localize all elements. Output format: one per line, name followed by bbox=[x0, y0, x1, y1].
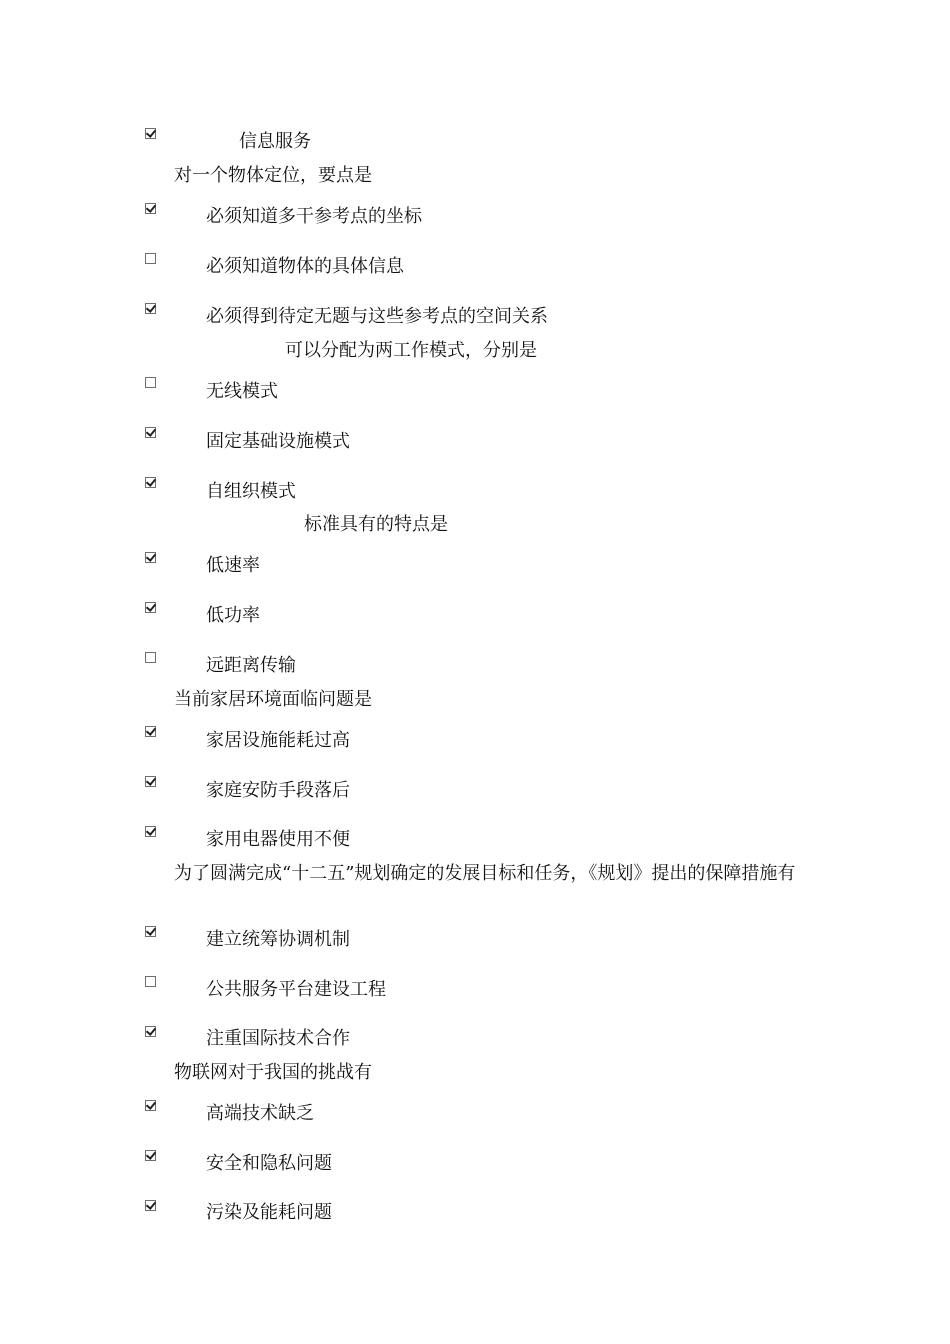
option-label: 必须知道多干参考点的坐标 bbox=[206, 206, 422, 227]
checkbox[interactable] bbox=[145, 926, 156, 937]
checkbox[interactable] bbox=[145, 427, 156, 438]
checkbox[interactable] bbox=[145, 1026, 156, 1037]
option-label: 家庭安防手段落后 bbox=[206, 780, 350, 801]
option-label: 远距离传输 bbox=[206, 655, 296, 676]
option-label: 公共服务平台建设工程 bbox=[206, 979, 386, 1000]
option-label: 建立统筹协调机制 bbox=[206, 929, 350, 950]
checkbox[interactable] bbox=[145, 253, 156, 264]
checkbox[interactable] bbox=[145, 976, 156, 987]
option-label: 必须知道物体的具体信息 bbox=[206, 256, 404, 277]
question-text: 标准具有的特点是 bbox=[304, 514, 448, 535]
checkbox[interactable] bbox=[145, 203, 156, 214]
option-label: 低速率 bbox=[206, 555, 260, 576]
checkbox[interactable] bbox=[145, 477, 156, 488]
checkbox[interactable] bbox=[145, 602, 156, 613]
question-text: 当前家居环境面临问题是 bbox=[174, 689, 372, 710]
option-label: 高端技术缺乏 bbox=[206, 1103, 314, 1124]
checkbox[interactable] bbox=[145, 826, 156, 837]
option-label: 家用电器使用不便 bbox=[206, 829, 350, 850]
checkbox[interactable] bbox=[145, 128, 156, 139]
question-text: 物联网对于我国的挑战有 bbox=[174, 1062, 372, 1083]
checkbox[interactable] bbox=[145, 1200, 156, 1211]
option-label: 必须得到待定无题与这些参考点的空间关系 bbox=[206, 306, 548, 327]
checkbox[interactable] bbox=[145, 726, 156, 737]
option-label: 安全和隐私问题 bbox=[206, 1153, 332, 1174]
question-text: 为了圆满完成“十二五”规划确定的发展目标和任务，《规划》提出的保障措施有 bbox=[174, 863, 796, 884]
question-text: 可以分配为两工作模式，分别是 bbox=[285, 340, 537, 361]
option-label: 无线模式 bbox=[206, 381, 278, 402]
question-text: 对一个物体定位，要点是 bbox=[174, 165, 372, 186]
option-label: 注重国际技术合作 bbox=[206, 1028, 350, 1049]
checkbox[interactable] bbox=[145, 1100, 156, 1111]
option-label: 家居设施能耗过高 bbox=[206, 730, 350, 751]
checkbox[interactable] bbox=[145, 652, 156, 663]
option-label: 信息服务 bbox=[239, 131, 311, 152]
option-label: 自组织模式 bbox=[206, 481, 296, 502]
checkbox[interactable] bbox=[145, 552, 156, 563]
checkbox[interactable] bbox=[145, 1150, 156, 1161]
option-label: 污染及能耗问题 bbox=[206, 1202, 332, 1223]
option-label: 低功率 bbox=[206, 605, 260, 626]
checkbox[interactable] bbox=[145, 303, 156, 314]
checkbox[interactable] bbox=[145, 377, 156, 388]
option-label: 固定基础设施模式 bbox=[206, 431, 350, 452]
checkbox[interactable] bbox=[145, 776, 156, 787]
